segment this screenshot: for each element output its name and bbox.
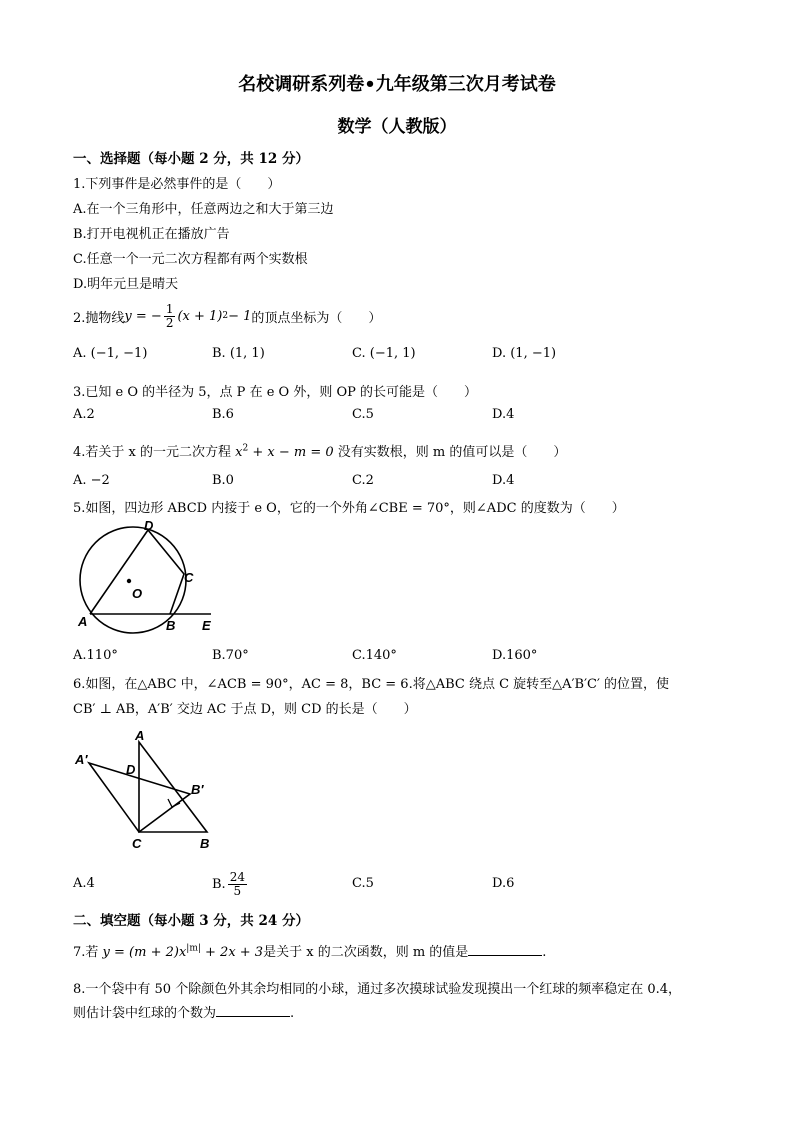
question-4-suffix: 没有实数根，则 m 的值可以是（ ） bbox=[333, 445, 567, 460]
question-2-option-c: C. (−1, 1) bbox=[352, 346, 416, 361]
question-6-stem-line-1: 6.如图，在△ABC 中，∠ACB = 90°，AC = 8，BC = 6.将△ABC 绕点 C 旋转至△A′B′C′ 的位置，使 bbox=[73, 677, 670, 692]
question-3-stem: 3.已知 e O 的半径为 5，点 P 在 e O 外，则 OP 的长可能是（ ） bbox=[73, 385, 477, 400]
question-2-prefix: 2.抛物线 bbox=[73, 310, 125, 326]
question-8-stem-line-1: 8.一个袋中有 50 个除颜色外其余均相同的小球，通过多次摸球试验发现摸出一个红球的频率稳定在 0.4， bbox=[73, 982, 682, 997]
label-c: C bbox=[132, 836, 142, 851]
question-5-option-a: A.110° bbox=[73, 648, 118, 663]
question-1-option-a: A.在一个三角形中，任意两边之和大于第三边 bbox=[73, 202, 334, 217]
question-1-option-c: C.任意一个一元二次方程都有两个实数根 bbox=[73, 252, 308, 267]
question-4-option-b: B.0 bbox=[212, 473, 234, 488]
question-2-exponent: 2 bbox=[222, 311, 229, 321]
label-b: B bbox=[200, 836, 210, 851]
question-8-stem-line-2 bbox=[73, 1002, 294, 1021]
question-4-prefix: 4.若关于 x 的一元二次方程 bbox=[73, 445, 236, 460]
question-8-line-2-text: 则估计袋中红球的个数为 bbox=[73, 1006, 217, 1021]
label-a: A bbox=[135, 728, 145, 743]
question-4-stem bbox=[73, 441, 566, 460]
label-b-prime: B′ bbox=[191, 782, 204, 797]
label-b: B bbox=[166, 618, 176, 633]
label-a-prime: A′ bbox=[75, 752, 88, 767]
label-c: C bbox=[184, 570, 194, 585]
page-subtitle: 数学（人教版） bbox=[337, 117, 457, 137]
fraction-denominator: 2 bbox=[165, 315, 174, 330]
question-2-suffix: 的顶点坐标为（ ） bbox=[251, 310, 382, 326]
question-5-stem: 5.如图，四边形 ABCD 内接于 e O，它的一个外角∠CBE = 70°，则∠ADC 的度数为（ ） bbox=[73, 501, 625, 516]
question-7-suffix: 是关于 x 的二次函数，则 m 的值是 bbox=[263, 945, 469, 960]
fraction-denominator: 5 bbox=[233, 883, 242, 898]
label-d: D bbox=[144, 518, 154, 533]
question-5-figure bbox=[72, 518, 222, 638]
question-3-option-c: C.5 bbox=[352, 407, 374, 422]
question-7-stem bbox=[73, 941, 546, 960]
answer-blank[interactable] bbox=[468, 943, 542, 956]
question-4-eq: x bbox=[235, 445, 243, 460]
answer-blank[interactable] bbox=[216, 1004, 290, 1017]
question-2-expr-tail: − 1 bbox=[228, 308, 252, 324]
question-7-prefix: 7.若 bbox=[73, 945, 103, 960]
label-d: D bbox=[126, 762, 136, 777]
question-4-option-d: D.4 bbox=[492, 473, 515, 488]
question-3-option-d: D.4 bbox=[492, 407, 515, 422]
question-6-option-b-label: B. bbox=[212, 876, 226, 892]
question-1-option-b: B.打开电视机正在播放广告 bbox=[73, 227, 230, 242]
question-2-option-b: B. (1, 1) bbox=[212, 346, 265, 361]
question-2-expr: (x + 1) bbox=[177, 308, 223, 324]
question-6-stem-line-2: CB′ ⊥ AB，A′B′ 交边 AC 于点 D，则 CD 的长是（ ） bbox=[73, 702, 417, 717]
section-heading-fill: 二、填空题（每小题 3 分，共 24 分） bbox=[73, 913, 309, 929]
question-1-option-d: D.明年元旦是晴天 bbox=[73, 277, 179, 292]
question-5-option-c: C.140° bbox=[352, 648, 397, 663]
page-title: 名校调研系列卷•九年级第三次月考试卷 bbox=[238, 74, 556, 95]
question-7-expr-tail: + 2x + 3 bbox=[200, 945, 264, 960]
label-o: O bbox=[132, 586, 143, 601]
question-7-exponent: |m| bbox=[186, 943, 201, 954]
fraction-numerator: 24 bbox=[229, 869, 245, 884]
question-7-end: . bbox=[542, 945, 547, 960]
question-5-option-b: B.70° bbox=[212, 648, 249, 663]
question-6-option-a: A.4 bbox=[73, 876, 95, 891]
fraction-numerator: 1 bbox=[165, 301, 174, 316]
question-2-lhs: y = − bbox=[124, 308, 162, 324]
question-3-option-a: A.2 bbox=[73, 407, 95, 422]
question-4-option-a: A. −2 bbox=[73, 473, 110, 488]
question-2-option-a: A. (−1, −1) bbox=[73, 346, 148, 361]
label-e: E bbox=[202, 618, 211, 633]
question-7-expr: y = (m + 2)x bbox=[102, 945, 187, 960]
question-4-eq-tail: + x − m = 0 bbox=[248, 445, 334, 460]
question-4-option-c: C.2 bbox=[352, 473, 374, 488]
question-4-exponent: 2 bbox=[242, 443, 249, 454]
question-5-option-d: D.160° bbox=[492, 648, 538, 663]
question-6-option-c: C.5 bbox=[352, 876, 374, 891]
question-6-option-b-fraction bbox=[228, 871, 247, 897]
question-3-option-b: B.6 bbox=[212, 407, 234, 422]
question-1-stem: 1.下列事件是必然事件的是（ ） bbox=[73, 177, 281, 192]
label-a: A bbox=[78, 614, 88, 629]
question-2-option-d: D. (1, −1) bbox=[492, 346, 557, 361]
question-2-stem bbox=[73, 297, 381, 335]
question-2-fraction bbox=[164, 303, 176, 329]
section-heading-choice: 一、选择题（每小题 2 分，共 12 分） bbox=[73, 151, 309, 167]
question-6-option-b bbox=[212, 865, 249, 903]
question-6-figure bbox=[72, 728, 222, 858]
center-point bbox=[127, 579, 131, 583]
question-8-end: . bbox=[290, 1006, 295, 1021]
question-6-option-d: D.6 bbox=[492, 876, 515, 891]
